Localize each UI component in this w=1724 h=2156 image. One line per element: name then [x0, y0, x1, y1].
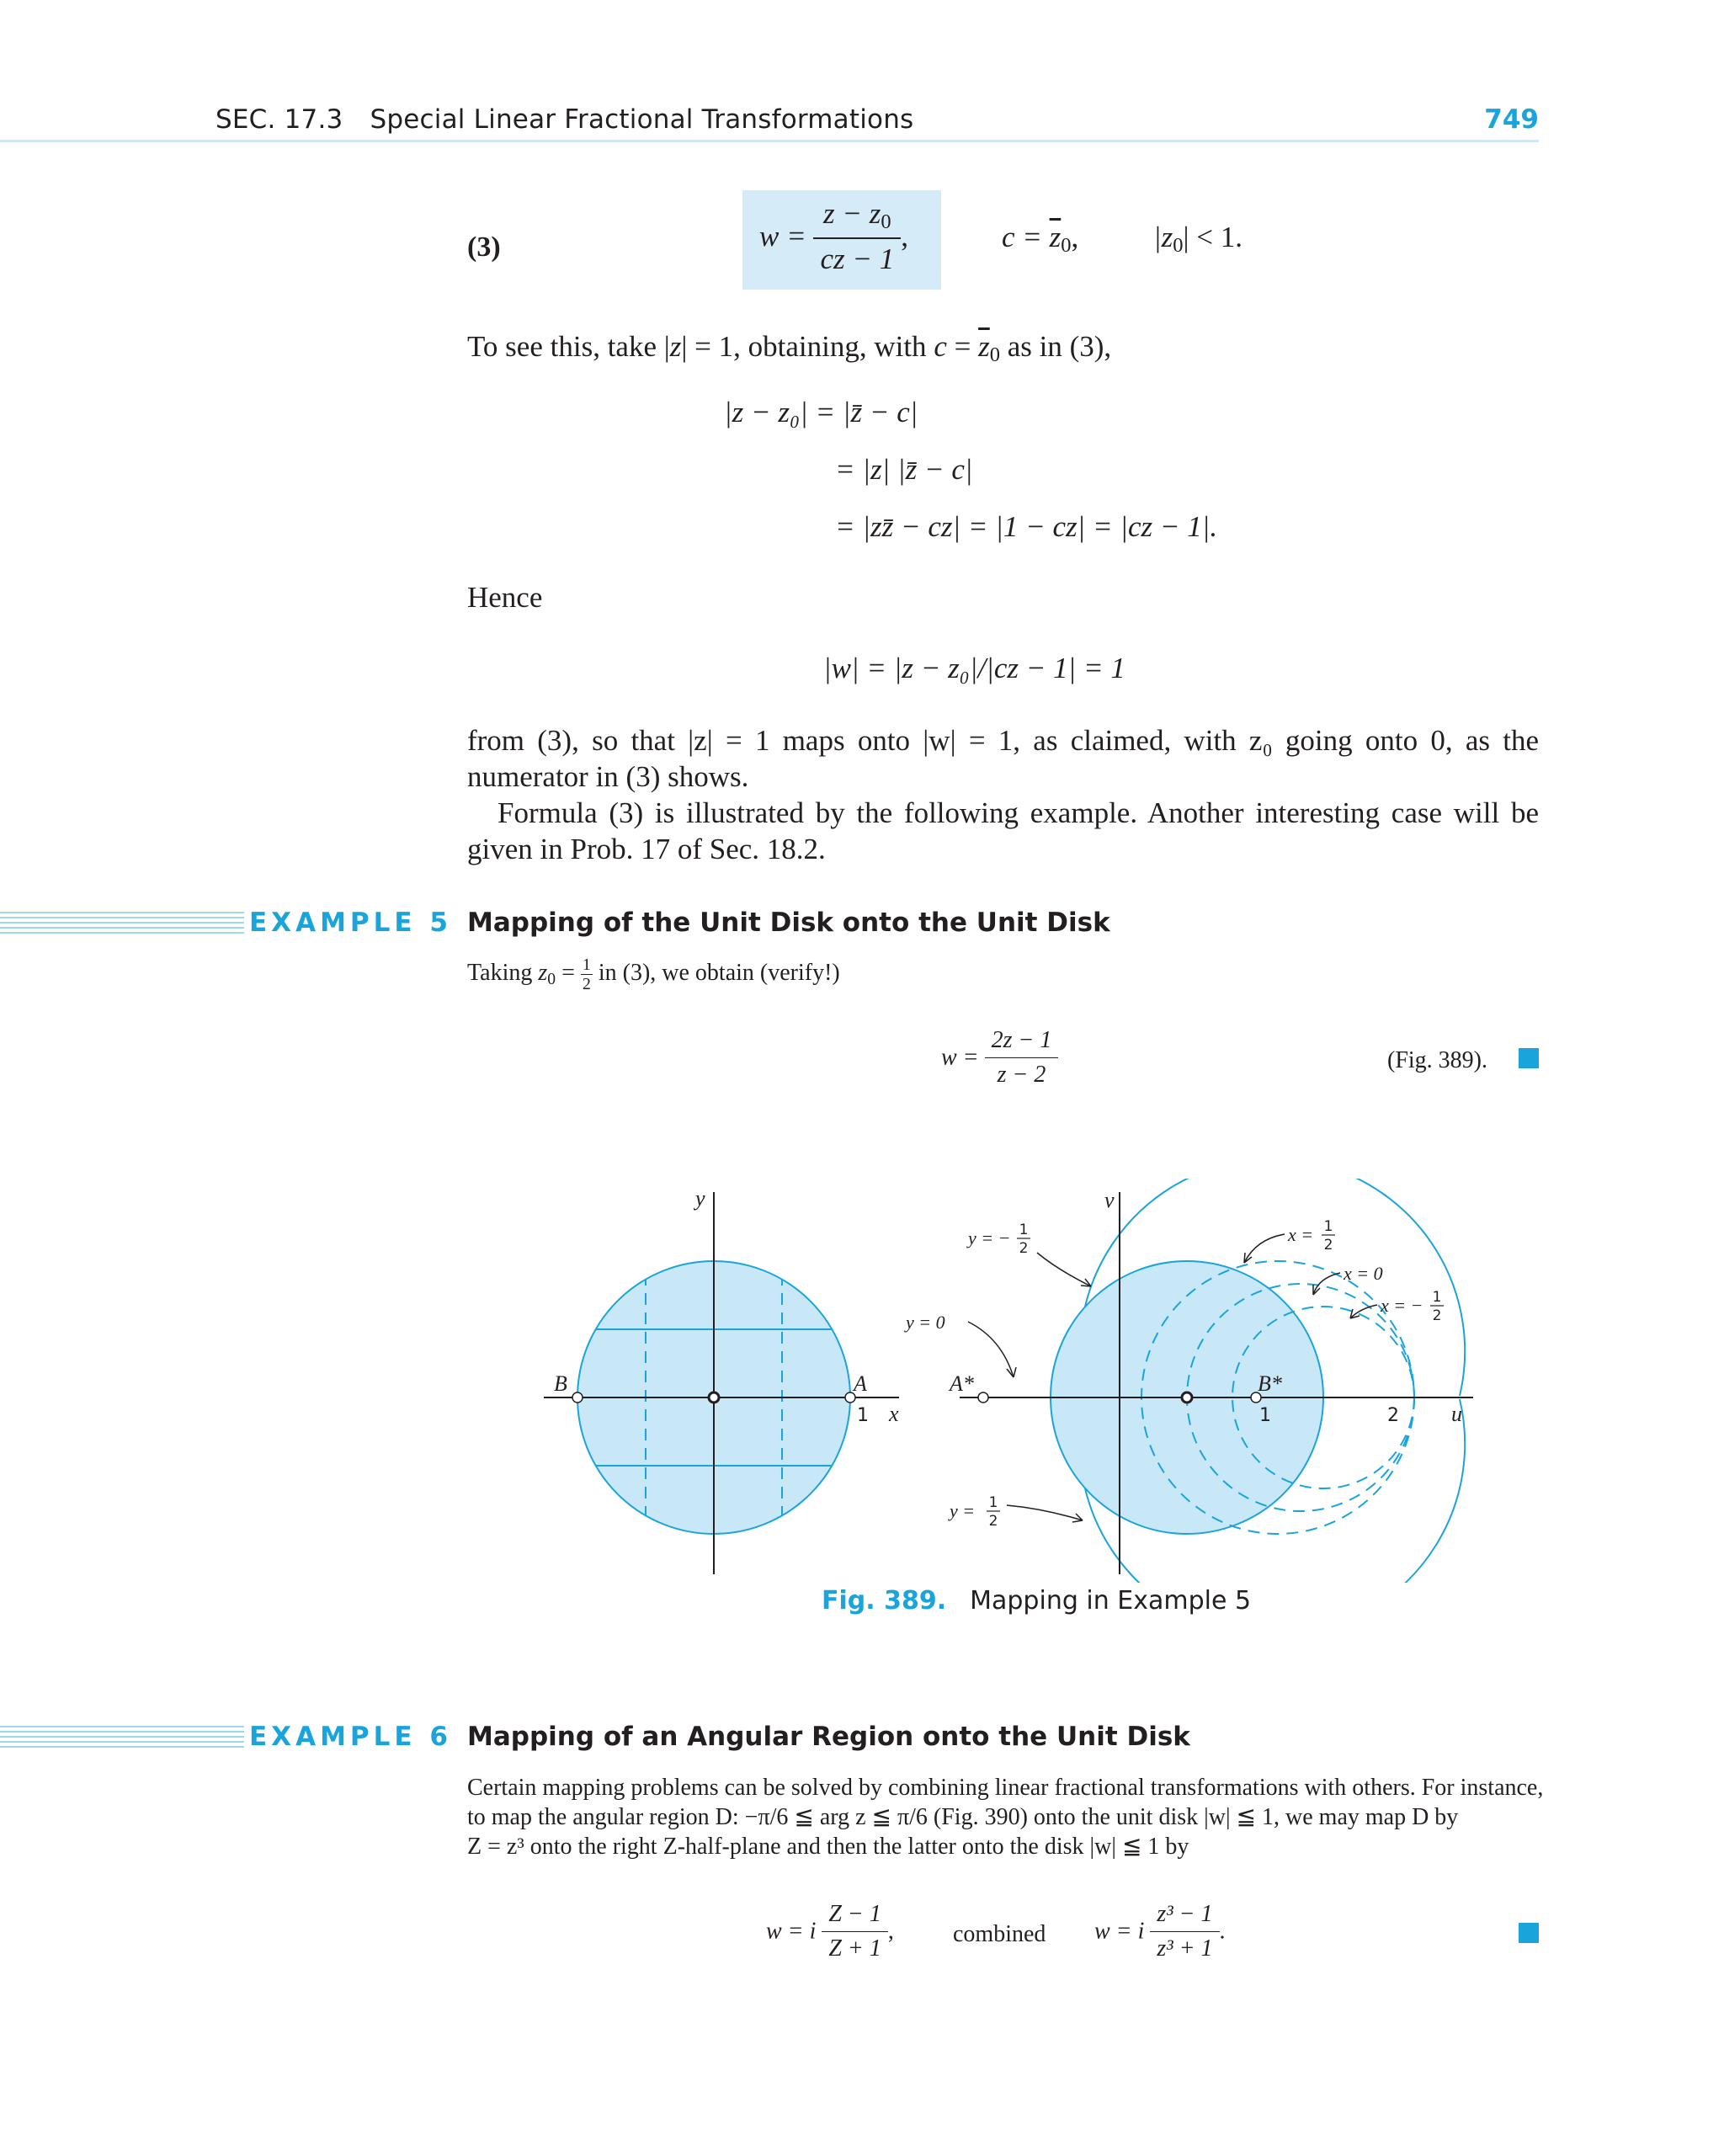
- center-point-z: [709, 1392, 719, 1403]
- ex5-w-lhs: w =: [941, 1044, 979, 1071]
- figure-caption-label: Fig. 389.: [822, 1586, 947, 1616]
- eq3-num-sub: 0: [881, 210, 891, 234]
- ex6-eq1-fraction: [822, 1901, 887, 1962]
- equation-label: (3): [467, 232, 501, 263]
- u-axis-label: u: [1451, 1402, 1462, 1426]
- example-5-title: Mapping of the Unit Disk onto the Unit Disk: [467, 908, 1110, 938]
- p1-eq: =: [946, 330, 979, 363]
- derivation-line-3: = |zz̄ − cz| = |1 − cz| = |cz − 1|.: [835, 510, 1218, 543]
- point-a-star: [978, 1392, 988, 1403]
- figure-caption-text: Mapping in Example 5: [970, 1586, 1252, 1616]
- frac-y-neg-den: 2: [1019, 1240, 1029, 1257]
- left-tick-1: 1: [857, 1405, 869, 1426]
- cond-c: c =: [1002, 221, 1050, 253]
- header-rule: [0, 140, 1539, 142]
- ex5-z: z: [538, 959, 548, 986]
- arrow-y-neg-half: [1037, 1253, 1091, 1286]
- ex5-eq: =: [556, 959, 581, 986]
- derivation-line-2: = |z| |z̄ − c|: [835, 453, 973, 486]
- eq3-fraction: [813, 197, 901, 276]
- example-6-title: Mapping of an Angular Region onto the Unit Disk: [467, 1722, 1190, 1752]
- cond-zbar: $\overline{z}$: [1049, 221, 1062, 253]
- paragraph-formula3: Formula (3) is illustrated by the following example. Another interesting case will be given in Prob. 17 of Sec. 18.2.: [467, 796, 1539, 865]
- figure-reference: (Fig. 389).: [1387, 1047, 1487, 1073]
- combined-text: combined: [953, 1921, 1046, 1947]
- label-y-pos-half: y =: [950, 1500, 976, 1521]
- p1-c: c: [934, 330, 947, 363]
- example-5-bar: [0, 912, 244, 934]
- x-axis-label: x: [889, 1402, 899, 1426]
- paragraph-conclusion: from (3), so that |z| = 1 maps onto |w| = 1, as claimed, with z₀ going onto 0, as the numerator in (3) shows.: [467, 724, 1539, 793]
- point-b-label: B: [554, 1371, 567, 1396]
- ex5-w-num: 2z − 1: [985, 1027, 1059, 1058]
- frac-x-pos-num: 1: [1323, 1218, 1333, 1235]
- ex6-eq2-period: .: [1219, 1918, 1226, 1945]
- label-x-zero: x = 0: [1344, 1263, 1383, 1284]
- p1-mid: | = 1, obtaining, with: [681, 330, 934, 363]
- point-b-star-label: B*: [1258, 1371, 1282, 1396]
- w-modulus-equation: |w| = |z − z₀|/|cz − 1| = 1: [823, 652, 1125, 684]
- eq3-denominator: cz − 1: [820, 242, 895, 276]
- right-w-plane: [904, 1179, 1473, 1583]
- ex5-zsub: 0: [547, 970, 556, 988]
- ex5-post: in (3), we obtain (verify!): [592, 959, 840, 986]
- hence-text: Hence: [467, 581, 543, 614]
- label-y0: y = 0: [906, 1312, 945, 1333]
- left-z-plane: [544, 1186, 899, 1574]
- figure-389: [522, 1179, 1498, 1583]
- cond-zbar-sub: 0: [1061, 234, 1072, 258]
- right-tick-1: 1: [1259, 1405, 1271, 1426]
- arrow-y-pos-half: [1007, 1505, 1083, 1520]
- label-x-pos-half: x =: [1288, 1224, 1314, 1245]
- derivation-line-1: |z − z₀| = |z̄ − c|: [724, 396, 918, 429]
- example-6-label: EXAMPLE 6: [249, 1722, 452, 1752]
- center-point-w: [1182, 1392, 1192, 1403]
- example-6-bar: [0, 1726, 244, 1748]
- p1-post: as in (3),: [999, 330, 1112, 363]
- paragraph-intro: [467, 328, 1111, 373]
- frac-x-neg-num: 1: [1432, 1289, 1442, 1306]
- ex6-eq2-fraction: [1150, 1901, 1219, 1962]
- point-a-star-label: A*: [950, 1371, 974, 1396]
- point-b: [572, 1392, 583, 1403]
- ex6-eq1-den: Z + 1: [828, 1935, 881, 1962]
- page-number: 749: [1484, 104, 1539, 135]
- cond-abs-post: | < 1.: [1183, 221, 1242, 253]
- cond-comma: ,: [1071, 221, 1079, 253]
- example-5-equation: [941, 1027, 1058, 1089]
- ex5-half: [581, 956, 593, 993]
- p1-pre: To see this, take |: [467, 330, 670, 363]
- arrow-head-5: [1313, 1285, 1320, 1295]
- example-6-line-1: Certain mapping problems can be solved by combining linear fractional transformations with others. For instance,: [467, 1775, 1544, 1801]
- label-y-neg-half: y = −: [968, 1227, 1011, 1248]
- ex5-half-num: 1: [582, 956, 591, 974]
- ex5-half-den: 2: [582, 975, 591, 993]
- eq3-numerator: z − z: [823, 197, 881, 230]
- example-5-text: [467, 956, 840, 994]
- frac-x-neg-den: 2: [1432, 1307, 1442, 1324]
- arrow-head-4: [1244, 1253, 1252, 1263]
- running-header: [216, 104, 913, 135]
- frac-y-neg-num: 1: [1019, 1222, 1029, 1238]
- label-x-neg-half: x = −: [1381, 1295, 1423, 1316]
- ex5-w-fraction: [985, 1027, 1059, 1089]
- eq3-lhs: w =: [759, 220, 806, 253]
- p1-zbar: $\overline{z}$: [978, 330, 990, 363]
- example-6-equation-1: [766, 1901, 894, 1962]
- section-title: Special Linear Fractional Transformations: [370, 104, 914, 135]
- ex6-eq2-num: z³ − 1: [1150, 1901, 1219, 1932]
- ex6-eq1-lhs: w = i: [766, 1918, 817, 1945]
- figure-caption: [822, 1586, 1251, 1616]
- cond-abs-sub: 0: [1173, 234, 1184, 258]
- frac-y-pos-den: 2: [988, 1513, 998, 1530]
- v-axis-label: v: [1104, 1188, 1115, 1212]
- ex5-pre: Taking: [467, 959, 539, 986]
- ex6-eq2-den: z³ + 1: [1157, 1935, 1213, 1962]
- equation-3: [759, 197, 908, 276]
- example-6-line-3: Z = z³ onto the right Z-half-plane and then the latter onto the disk |w| ≦ 1 by: [467, 1834, 1189, 1860]
- y-axis-label: y: [695, 1186, 705, 1211]
- point-a-label: A: [854, 1371, 867, 1396]
- example-6-line-2: to map the angular region D: −π/6 ≦ arg z ≦ π/6 (Fig. 390) onto the unit disk |w| ≦ 1, we may map D by: [467, 1804, 1459, 1830]
- ex6-eq1-num: Z − 1: [822, 1901, 887, 1932]
- ex6-eq1-comma: ,: [887, 1918, 894, 1945]
- ex6-eq2-lhs: w = i: [1094, 1918, 1145, 1945]
- eq3-condition-abs: [1153, 221, 1242, 258]
- frac-x-pos-den: 2: [1323, 1237, 1333, 1254]
- p1-sub: 0: [989, 343, 1000, 367]
- p1-z: z: [669, 330, 682, 363]
- right-tick-2: 2: [1387, 1405, 1399, 1426]
- cond-abs-z: |z: [1153, 221, 1173, 253]
- end-of-example-marker: [1519, 1048, 1539, 1068]
- eq3-condition-c: [1002, 221, 1078, 258]
- example-5-label: EXAMPLE 5: [249, 908, 452, 938]
- frac-y-pos-num: 1: [988, 1494, 998, 1511]
- section-number: SEC. 17.3: [216, 104, 343, 135]
- end-of-example-6-marker: [1519, 1923, 1539, 1943]
- ex5-w-den: z − 2: [997, 1062, 1046, 1088]
- eq3-comma: ,: [901, 220, 908, 253]
- example-6-equation-2: [1094, 1901, 1226, 1962]
